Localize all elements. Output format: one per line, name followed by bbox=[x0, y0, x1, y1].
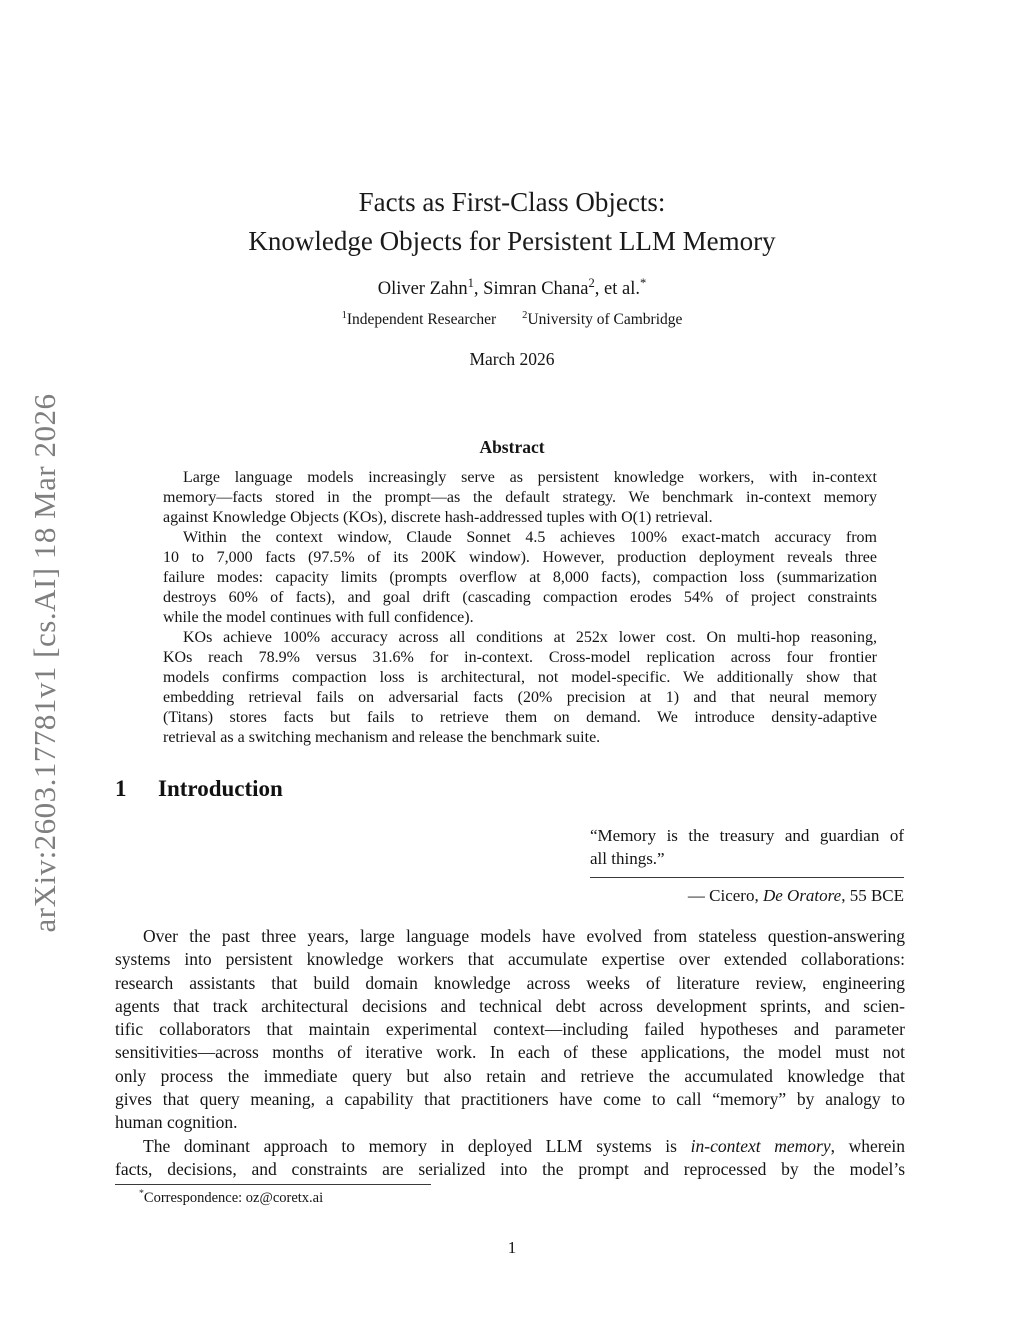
abstract-paragraph bbox=[163, 468, 877, 528]
text-line: tific collaborators that maintain experimental context—including failed hypotheses and parameter bbox=[115, 1019, 905, 1040]
paragraph-italic-term: in-context memory bbox=[690, 1135, 831, 1156]
body-paragraph bbox=[115, 1135, 905, 1182]
footnote-text bbox=[115, 1185, 905, 1207]
title-line-1: Facts as First-Class Objects: bbox=[358, 187, 666, 217]
affiliation-line bbox=[0, 311, 1024, 329]
text-line: only process the immediate query but also retain and retrieve the accumulated knowledge that bbox=[115, 1065, 905, 1086]
paragraph-text: , wherein bbox=[830, 1135, 905, 1156]
footnote bbox=[115, 1184, 905, 1207]
footnote-marker: * bbox=[139, 1188, 144, 1200]
author-correspondence-mark: * bbox=[639, 275, 647, 290]
introduction-body bbox=[115, 925, 905, 1181]
abstract-heading: Abstract bbox=[479, 437, 545, 457]
author-name: , Simran Chana bbox=[473, 279, 589, 299]
paragraph-text: The dominant approach to memory in deployed LLM systems is bbox=[143, 1135, 691, 1156]
attribution-text: , 55 BCE bbox=[841, 886, 904, 905]
affiliation-mark: 2 bbox=[522, 309, 528, 321]
text-line: human cognition. bbox=[115, 1112, 238, 1133]
body-paragraph-line bbox=[115, 1135, 905, 1158]
text-line: systems into persistent knowledge workers that accumulate expertise over extended collaborations: bbox=[115, 949, 905, 970]
text-line: KOs reach 78.9% versus 31.6% for in-context. Cross-model replication across four frontier bbox=[163, 649, 877, 666]
arxiv-watermark: arXiv:2603.17781v1 [cs.AI] 18 Mar 2026 bbox=[27, 393, 62, 933]
affiliation-text: University of Cambridge bbox=[527, 311, 683, 328]
text-line: embedding retrieval fails on adversarial facts (20% precision at 1) and that neural memory bbox=[163, 689, 877, 706]
body-paragraph bbox=[115, 925, 905, 1135]
page-number: 1 bbox=[507, 1238, 517, 1257]
paper-title bbox=[0, 183, 1024, 261]
text-line: (Titans) stores facts but fails to retrieve them on demand. We introduce density-adaptive bbox=[163, 709, 877, 726]
attribution-text: — Cicero, bbox=[687, 886, 763, 905]
affiliation-text: Independent Researcher bbox=[346, 311, 497, 328]
author-line bbox=[0, 275, 1024, 300]
text-line: 10 to 7,000 facts (97.5% of its 200K window). However, production deployment reveals three bbox=[163, 549, 877, 566]
affiliation-mark: 1 bbox=[341, 309, 347, 321]
text-line: all things.” bbox=[590, 849, 665, 868]
text-line: destroys 60% of facts), and goal drift (cascading compaction erodes 54% of project constraints bbox=[163, 589, 877, 606]
text-line: Within the context window, Claude Sonnet 4.5 achieves 100% exact-match accuracy from bbox=[183, 529, 877, 546]
text-line: Large language models increasingly serve as persistent knowledge workers, with in-context bbox=[183, 469, 877, 486]
text-line: “Memory is the treasury and guardian of bbox=[590, 826, 904, 845]
text-line: memory—facts stored in the prompt—as the default strategy. We benchmark in-context memory bbox=[163, 489, 877, 506]
affiliation bbox=[522, 311, 682, 328]
author-name: Oliver Zahn bbox=[377, 279, 468, 299]
abstract-paragraph bbox=[163, 528, 877, 628]
author-affil-mark: 1 bbox=[467, 275, 474, 290]
footnote-content: Correspondence: oz@coretx.ai bbox=[143, 1190, 324, 1206]
abstract-body bbox=[163, 468, 877, 748]
text-line: retrieval as a switching mechanism and release the benchmark suite. bbox=[163, 729, 601, 746]
text-line: against Knowledge Objects (KOs), discrete hash-addressed tuples with O(1) retrieval. bbox=[163, 509, 713, 526]
section-title: Introduction bbox=[158, 776, 283, 801]
text-line: Over the past three years, large language models have evolved from stateless question-answering bbox=[143, 926, 905, 946]
body-paragraph-line: facts, decisions, and constraints are serialized into the prompt and reprocessed by the model’s bbox=[115, 1158, 905, 1179]
text-line: while the model continues with full confidence). bbox=[163, 609, 474, 626]
text-line: failure modes: capacity limits (prompts overflow at 8,000 facts), compaction loss (summarization bbox=[163, 569, 877, 586]
text-line: research assistants that build domain knowledge across weeks of literature review, engineering bbox=[115, 972, 905, 993]
section-number: 1 bbox=[115, 776, 127, 801]
epigraph-quote bbox=[590, 824, 904, 907]
quote-text bbox=[590, 824, 904, 870]
affiliation bbox=[342, 311, 497, 328]
paper-date: March 2026 bbox=[469, 349, 555, 369]
author-etal: , et al. bbox=[594, 279, 640, 299]
text-line: models confirms compaction loss is architectural, not model-specific. We additionally show that bbox=[163, 669, 877, 686]
text-line: gives that query meaning, a capability that practitioners have come to call “memory” by analogy to bbox=[115, 1089, 905, 1110]
attribution-work-title: De Oratore bbox=[762, 886, 842, 905]
author-affil-mark: 2 bbox=[588, 275, 595, 290]
text-line: sensitivities—across months of iterative work. In each of these applications, the model must not bbox=[115, 1042, 905, 1063]
title-line-2: Knowledge Objects for Persistent LLM Memory bbox=[248, 226, 776, 256]
text-line: KOs achieve 100% accuracy across all conditions at 252x lower cost. On multi-hop reasoning, bbox=[183, 629, 877, 646]
section-heading-introduction bbox=[115, 776, 905, 802]
abstract-paragraph bbox=[163, 628, 877, 748]
text-line: agents that track architectural decisions and technical debt across development sprints, and scien- bbox=[115, 995, 905, 1016]
quote-attribution bbox=[590, 877, 904, 907]
